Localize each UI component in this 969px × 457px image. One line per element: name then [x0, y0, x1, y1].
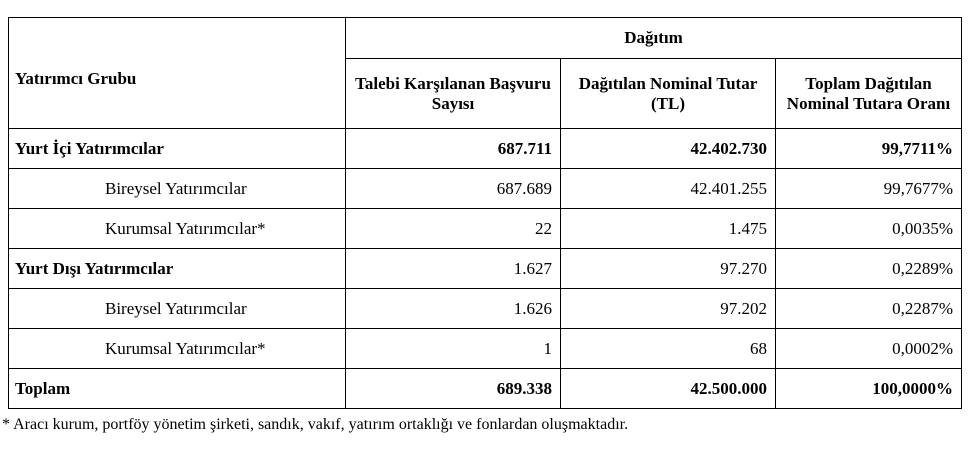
row-label: Toplam — [9, 369, 346, 409]
table-row — [9, 129, 962, 169]
row-label: Yurt Dışı Yatırımcılar — [9, 249, 346, 289]
ratio-cell: 100,0000% — [776, 369, 962, 409]
ratio-header: Toplam Dağıtılan Nominal Tutara Oranı — [776, 59, 962, 129]
nominal-amount-header: Dağıtılan Nominal Tutar (TL) — [561, 59, 776, 129]
ratio-cell: 0,2287% — [776, 289, 962, 329]
table-row — [9, 289, 962, 329]
row-label: Bireysel Yatırımcılar — [9, 169, 346, 209]
count-cell: 1 — [346, 329, 561, 369]
ratio-cell: 0,0002% — [776, 329, 962, 369]
investor-group-header: Yatırımcı Grubu — [9, 18, 346, 129]
table-row — [9, 209, 962, 249]
count-cell: 687.711 — [346, 129, 561, 169]
row-label: Yurt İçi Yatırımcılar — [9, 129, 346, 169]
amount-cell: 42.500.000 — [561, 369, 776, 409]
applications-count-header: Talebi Karşılanan Başvuru Sayısı — [346, 59, 561, 129]
table-row — [9, 169, 962, 209]
count-cell: 689.338 — [346, 369, 561, 409]
row-label: Bireysel Yatırımcılar — [9, 289, 346, 329]
count-cell: 22 — [346, 209, 561, 249]
table-row — [9, 329, 962, 369]
row-label: Kurumsal Yatırımcılar* — [9, 329, 346, 369]
header-row-1 — [9, 18, 962, 59]
count-cell: 1.626 — [346, 289, 561, 329]
ratio-cell: 0,2289% — [776, 249, 962, 289]
footnote: * Aracı kurum, portföy yönetim şirketi, sandık, vakıf, yatırım ortaklığı ve fonlardan oluşmaktadır. — [2, 416, 629, 433]
ratio-cell: 0,0035% — [776, 209, 962, 249]
amount-cell: 68 — [561, 329, 776, 369]
distribution-table-container — [8, 17, 962, 409]
amount-cell: 42.402.730 — [561, 129, 776, 169]
distribution-table — [8, 17, 962, 409]
amount-cell: 1.475 — [561, 209, 776, 249]
amount-cell: 97.202 — [561, 289, 776, 329]
ratio-cell: 99,7677% — [776, 169, 962, 209]
amount-cell: 97.270 — [561, 249, 776, 289]
row-label: Kurumsal Yatırımcılar* — [9, 209, 346, 249]
ratio-cell: 99,7711% — [776, 129, 962, 169]
count-cell: 687.689 — [346, 169, 561, 209]
total-row — [9, 369, 962, 409]
count-cell: 1.627 — [346, 249, 561, 289]
table-row — [9, 249, 962, 289]
distribution-header: Dağıtım — [346, 18, 962, 59]
amount-cell: 42.401.255 — [561, 169, 776, 209]
